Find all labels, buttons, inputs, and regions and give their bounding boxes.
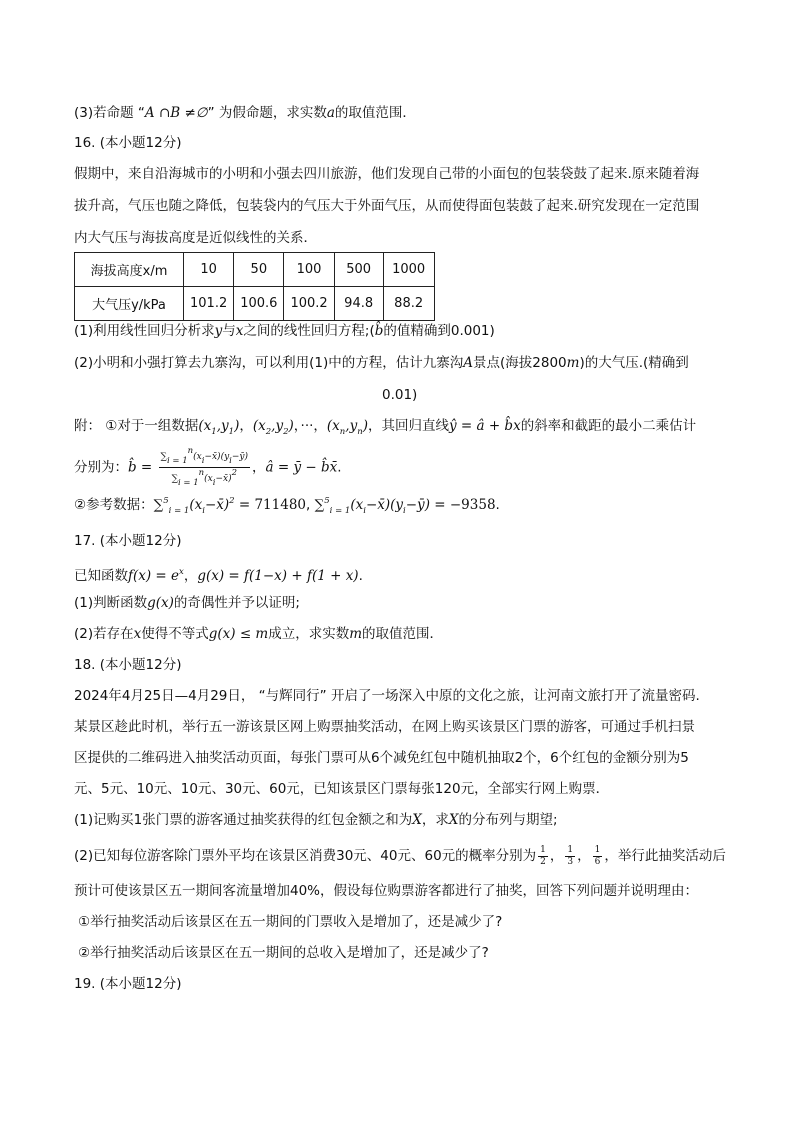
q18-header: 18. (本小题12分) (74, 657, 182, 673)
table-cell: 500 (334, 253, 383, 287)
q16-para-line: 假期中，来自沿海城市的小明和小强去四川旅游，他们发现自己带的小面包的包装袋鼓了起来.原来随着海 (74, 166, 700, 182)
q18-sub2-line2: 预计可使该景区五一期间客流量增加40%，假设每位购票游客都进行了抽奖，回答下列问题并说明理由： (74, 883, 699, 899)
q18-para-line: 区提供的二维码进入抽奖活动页面，每张门票可从6个减免红包中随机抽取2个，6个红包的金额分别为5 (74, 750, 689, 766)
q16-note1: 附： ①对于一组数据$(x_1,y_1)$，$(x_2,y_2)$，···，$(x_n,y_n)$，其回归直线ŷ = â + b̂x的斜率和截距的最小二乘估计 (74, 418, 697, 437)
q18-para-line: 元、5元、10元、10元、30元、60元，已知该景区门票每张120元，全部实行网上购票． (74, 781, 610, 797)
q16-para-line: 内大气压与海拔高度是近似线性的关系． (74, 230, 317, 246)
altitude-pressure-table (74, 252, 435, 321)
q18-item2: ②举行抽奖活动后该景区在五一期间的总收入是增加了，还是减少了? (78, 945, 489, 961)
table-cell: 100.6 (234, 287, 284, 321)
set-condition: A ∩B ≠∅ (144, 105, 208, 121)
q17-given: 已知函数$f(x) = e^x$，g(x) = f(1−x) + f(1 + x). (74, 567, 363, 584)
q16-sub1: (1)利用线性回归分析求y与x之间的线性回归方程;(b̂的值精确到0.001) (74, 323, 495, 339)
row-header: 大气压y/kPa (75, 287, 184, 321)
table-cell: 94.8 (334, 287, 383, 321)
q17-header: 17. (本小题12分) (74, 533, 182, 549)
table-row (75, 253, 435, 287)
row-header: 海拔高度x/m (75, 253, 184, 287)
q16-note2: 分别为：b̂ = $\frac{\sum i = 1n(xi-x̄)(yi-ȳ)}{\sum i = 1n(xi-x̄)2}$ ，â = ȳ − b̂x̄. (74, 446, 342, 488)
table-cell: 101.2 (184, 287, 234, 321)
table-cell: 50 (234, 253, 284, 287)
table-cell: 1000 (383, 253, 434, 287)
q16-ref-data: ②参考数据：$\sum^5_{i = 1}(x_i-x̄)^2 = 711480$, $\sum^5_{i = 1}(x_i-x̄)(y_i-ȳ) = -9358$. (74, 496, 500, 516)
q18-para-line: 某景区趁此时机，举行五一游该景区网上购票抽奖活动，在网上购买该景区门票的游客，可通过手机扫景 (74, 719, 695, 735)
table-cell: 100 (284, 253, 334, 287)
table-cell: 100.2 (284, 287, 334, 321)
q18-sub1: (1)记购买1张门票的游客通过抽奖获得的红包金额之和为X，求X的分布列与期望; (74, 812, 558, 828)
q16-sub2-cont: 0.01) (382, 387, 418, 403)
table-row (75, 287, 435, 321)
q17-sub2: (2)若存在x使得不等式g(x) ≤ m成立，求实数m的取值范围． (74, 626, 444, 642)
table-cell: 88.2 (383, 287, 434, 321)
q19-header: 19. (本小题12分) (74, 976, 182, 992)
q16-sub2: (2)小明和小强打算去九寨沟，可以利用(1)中的方程，估计九寨沟A景点(海拔2800m)的大气压.(精确到 (74, 355, 689, 371)
q17-sub1: (1)判断函数g(x)的奇偶性并予以证明; (74, 595, 300, 611)
table-cell: 10 (184, 253, 234, 287)
q18-sub2: (2)已知每位游客除门票外平均在该景区消费30元、40元、60元的概率分别为 $\frac{1}{2}$ ， $\frac{1}{3}$ ， $\frac{1}{6}$ ，举行此抽奖活动后 (74, 844, 726, 867)
q16-para-line: 拔升高，气压也随之降低，包装袋内的气压大于外面气压，从而使得面包装鼓了起来.研究发现在一定范围 (74, 198, 700, 214)
q18-item1: ①举行抽奖活动后该景区在五一期间的门票收入是增加了，还是减少了? (78, 914, 503, 930)
q15-part3: (3)若命题 “A ∩B ≠∅” 为假命题，求实数a的取值范围． (74, 105, 416, 121)
q16-header: 16. (本小题12分) (74, 135, 182, 151)
q18-para-line: 2024年4月25日—4月29日， “与辉同行” 开启了一场深入中原的文化之旅，让河南文旅打开了流量密码. (74, 688, 700, 704)
